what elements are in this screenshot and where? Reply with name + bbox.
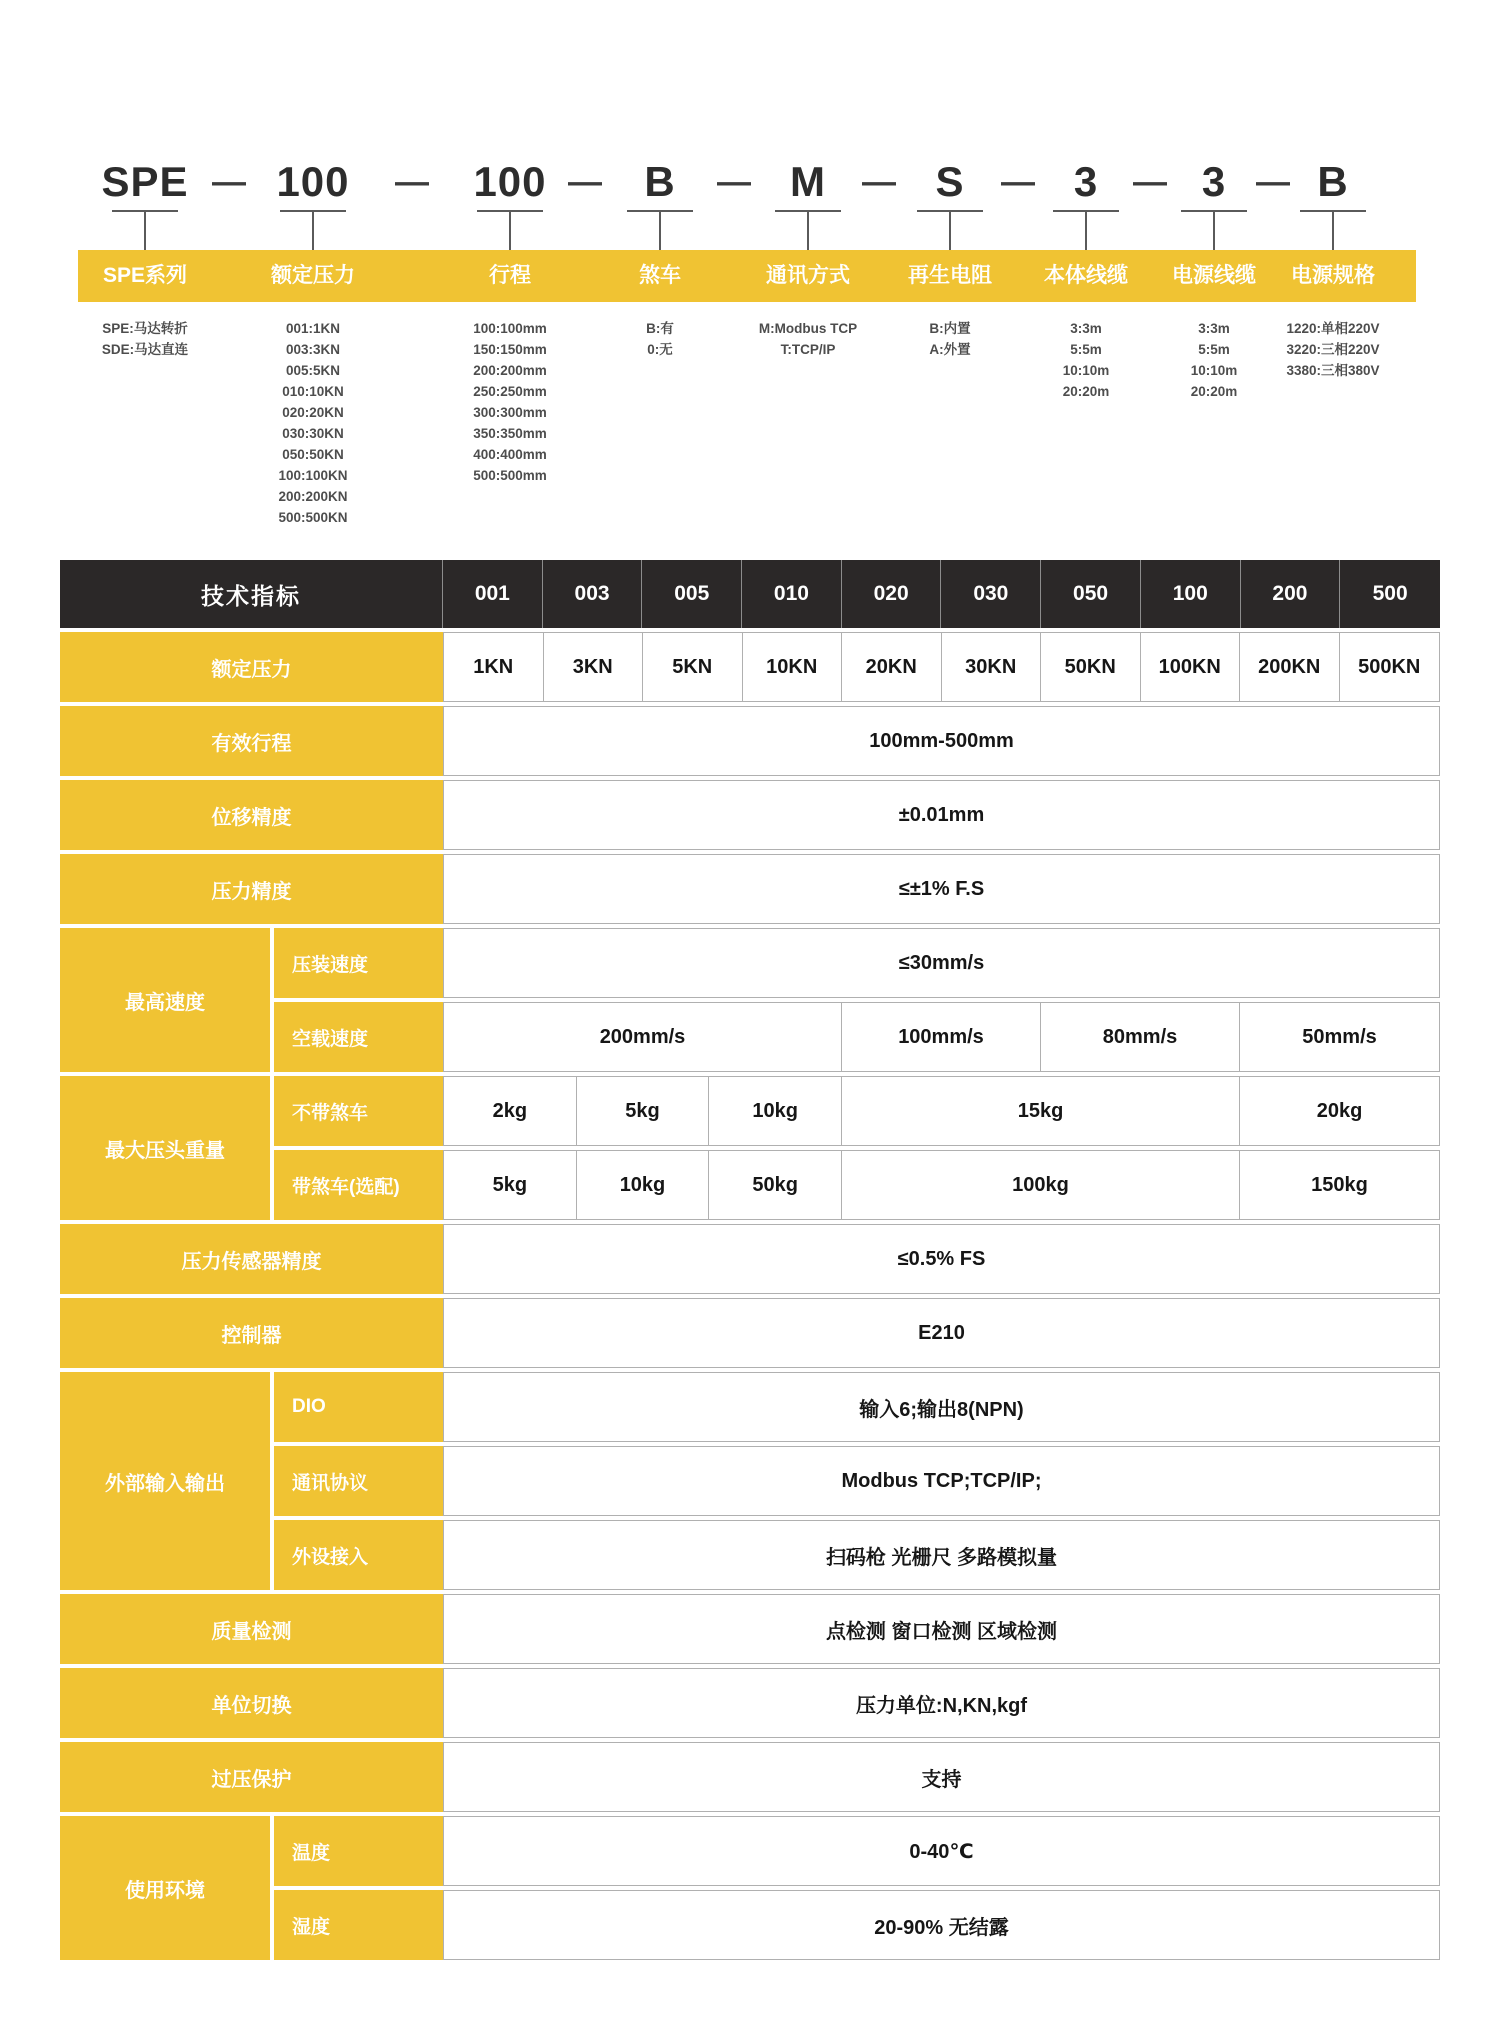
table-group-environment <box>60 1816 1440 1960</box>
model-separator: — <box>862 163 896 201</box>
category-label-rated-force: 额定压力 <box>271 264 355 287</box>
table-row-dio <box>274 1372 1440 1442</box>
data-cell: 100mm-500mm <box>869 729 1014 752</box>
data-cell: 输入6;输出8(NPN) <box>859 1398 1024 1421</box>
row-data <box>443 1816 1440 1886</box>
column-header: 050 <box>1041 560 1141 628</box>
connector-line <box>949 212 951 250</box>
table-row-without-brake <box>274 1076 1440 1146</box>
table-row-controller <box>60 1298 1440 1368</box>
model-separator: — <box>1001 163 1035 201</box>
option-item: 250:250mm <box>473 384 547 399</box>
row-label: 有效行程 <box>60 706 443 776</box>
option-item: 10:10m <box>1190 363 1238 378</box>
model-code-stroke: 100 <box>473 158 547 205</box>
data-cell: ≤0.5% FS <box>897 1247 986 1270</box>
data-cell: 5kg <box>577 1077 710 1145</box>
column-header: 030 <box>941 560 1041 628</box>
sub-row-label: 湿度 <box>274 1890 443 1960</box>
data-cell: 10KN <box>743 633 843 701</box>
group-label: 外部输入输出 <box>60 1372 270 1590</box>
sub-row-label: 温度 <box>274 1816 443 1886</box>
category-label-power-spec: 电源规格 <box>1291 264 1375 287</box>
table-row-force-accuracy <box>60 854 1440 924</box>
row-label: 单位切换 <box>60 1668 443 1738</box>
row-data <box>443 632 1440 702</box>
data-cell: 5KN <box>643 633 743 701</box>
table-header-title: 技术指标 <box>60 560 443 628</box>
row-data <box>443 1150 1440 1220</box>
option-item: 3:3m <box>1198 321 1230 336</box>
option-item: 1220:单相220V <box>1286 321 1380 336</box>
data-cell: 50mm/s <box>1302 1025 1377 1048</box>
column-header: 020 <box>842 560 942 628</box>
group-rows <box>274 1372 1440 1590</box>
row-data <box>443 928 1440 998</box>
sub-row-label: 不带煞车 <box>274 1076 443 1146</box>
option-item: 5:5m <box>1070 342 1102 357</box>
option-item: 10:10m <box>1062 363 1110 378</box>
model-code-body-cable: 3 <box>1073 158 1099 205</box>
table-row-quality-check <box>60 1594 1440 1664</box>
option-item: 20:20m <box>1062 384 1110 399</box>
model-code-power-cable: 3 <box>1201 158 1227 205</box>
option-item: 0:无 <box>647 342 673 357</box>
data-cell: 支持 <box>921 1768 962 1791</box>
data-cell: 点检测 窗口检测 区域检测 <box>825 1620 1058 1643</box>
table-row-unit-switch <box>60 1668 1440 1738</box>
sub-row-label: 通讯协议 <box>274 1446 443 1516</box>
row-data <box>443 1520 1440 1590</box>
option-item: 5:5m <box>1198 342 1230 357</box>
option-item: 100:100mm <box>473 321 547 336</box>
category-label-brake: 煞车 <box>639 264 681 287</box>
sub-row-label: DIO <box>274 1372 443 1442</box>
model-separator: — <box>212 163 246 201</box>
data-cell: ≤±1% F.S <box>898 877 985 900</box>
table-row-protocol <box>274 1446 1440 1516</box>
data-cell: 500KN <box>1358 655 1421 678</box>
sub-row-label: 空载速度 <box>274 1002 443 1072</box>
row-data <box>443 1076 1440 1146</box>
data-cell: 3KN <box>544 633 644 701</box>
option-item: B:内置 <box>929 321 971 336</box>
row-label: 压力传感器精度 <box>60 1224 443 1294</box>
category-label-series: SPE系列 <box>102 264 188 287</box>
row-label: 压力精度 <box>60 854 443 924</box>
connector-line <box>312 212 314 250</box>
option-item: 200:200mm <box>473 363 547 378</box>
data-cell: 50KN <box>1041 633 1141 701</box>
table-row-temperature <box>274 1816 1440 1886</box>
model-code-resistor: S <box>935 158 965 205</box>
data-cell: 100kg <box>842 1151 1240 1219</box>
category-label-comm: 通讯方式 <box>766 264 850 287</box>
category-label-stroke: 行程 <box>489 264 531 287</box>
data-cell: 200mm/s <box>444 1003 842 1071</box>
row-label: 额定压力 <box>60 632 443 702</box>
column-header: 001 <box>443 560 543 628</box>
option-item: 300:300mm <box>473 405 547 420</box>
sub-row-label: 压装速度 <box>274 928 443 998</box>
option-item: 3:3m <box>1070 321 1102 336</box>
data-cell: 50kg <box>709 1151 842 1219</box>
table-row-overpressure <box>60 1742 1440 1812</box>
connector-line <box>1213 212 1215 250</box>
table-row-sensor-accuracy <box>60 1224 1440 1294</box>
data-cell: 1KN <box>444 633 544 701</box>
model-separator: — <box>568 163 602 201</box>
table-header-row <box>60 560 1440 628</box>
data-cell: 100KN <box>1141 633 1241 701</box>
options-rated-force <box>228 318 398 528</box>
option-item: 3220:三相220V <box>1286 342 1380 357</box>
column-header: 100 <box>1141 560 1241 628</box>
data-cell: 100mm/s <box>842 1003 1041 1071</box>
table-row-position-accuracy <box>60 780 1440 850</box>
option-item: 500:500mm <box>473 468 547 483</box>
table-row-rated-force <box>60 632 1440 702</box>
table-row-press-speed <box>274 928 1440 998</box>
data-cell: ≤30mm/s <box>898 951 985 974</box>
row-data <box>443 780 1440 850</box>
model-separator: — <box>1256 163 1290 201</box>
data-cell: Modbus TCP;TCP/IP; <box>841 1469 1042 1492</box>
model-code-brake: B <box>644 158 676 205</box>
option-item: 020:20KN <box>282 405 344 420</box>
group-rows <box>274 1816 1440 1960</box>
table-group-external-io <box>60 1372 1440 1590</box>
connector-line <box>807 212 809 250</box>
row-data <box>443 1002 1440 1072</box>
data-cell: 15kg <box>842 1077 1240 1145</box>
option-item: 030:30KN <box>282 426 344 441</box>
table-row-with-brake <box>274 1150 1440 1220</box>
sub-row-label: 带煞车(选配) <box>274 1150 443 1220</box>
table-header-columns <box>443 560 1440 628</box>
column-header: 500 <box>1372 582 1408 605</box>
connector-line <box>509 212 511 250</box>
column-header: 003 <box>543 560 643 628</box>
row-data <box>443 1668 1440 1738</box>
row-label: 过压保护 <box>60 1742 443 1812</box>
option-item: 050:50KN <box>282 447 344 462</box>
data-cell: 2kg <box>444 1077 577 1145</box>
connector-line <box>144 212 146 250</box>
data-cell: 20KN <box>842 633 942 701</box>
option-item: 3380:三相380V <box>1286 363 1380 378</box>
row-label: 位移精度 <box>60 780 443 850</box>
table-group-max-speed <box>60 928 1440 1072</box>
data-cell: 压力单位:N,KN,kgf <box>855 1694 1028 1717</box>
model-separator: — <box>395 163 429 201</box>
option-item: 100:100KN <box>278 468 348 483</box>
row-data <box>443 854 1440 924</box>
model-code-rated-force: 100 <box>276 158 350 205</box>
data-cell: 20-90% 无结露 <box>874 1916 1009 1939</box>
row-data <box>443 1594 1440 1664</box>
connector-line <box>659 212 661 250</box>
options-series <box>60 318 230 360</box>
column-header: 010 <box>742 560 842 628</box>
option-item: 400:400mm <box>473 447 547 462</box>
data-cell: 20kg <box>1316 1099 1363 1122</box>
model-code-diagram <box>0 0 1500 560</box>
options-power-spec <box>1248 318 1418 381</box>
group-rows <box>274 1076 1440 1220</box>
row-data <box>443 706 1440 776</box>
data-cell: 150kg <box>1311 1173 1368 1196</box>
data-cell: 扫码枪 光栅尺 多路模拟量 <box>825 1546 1058 1569</box>
column-header: 200 <box>1241 560 1341 628</box>
table-row-stroke <box>60 706 1440 776</box>
table-row-peripherals <box>274 1520 1440 1590</box>
group-label: 最大压头重量 <box>60 1076 270 1220</box>
option-item: SDE:马达直连 <box>101 342 189 357</box>
table-group-max-head-weight <box>60 1076 1440 1220</box>
category-label-resistor: 再生电阻 <box>908 264 992 287</box>
option-item: 150:150mm <box>473 342 547 357</box>
group-rows <box>274 928 1440 1072</box>
spec-table <box>60 560 1440 1960</box>
option-item: 005:5KN <box>285 363 341 378</box>
option-item: M:Modbus TCP <box>758 321 858 336</box>
table-row-humidity <box>274 1890 1440 1960</box>
option-item: 500:500KN <box>278 510 348 525</box>
row-data <box>443 1446 1440 1516</box>
category-label-body-cable: 本体线缆 <box>1044 264 1128 287</box>
data-cell: 10kg <box>709 1077 842 1145</box>
model-code-comm: M <box>790 158 826 205</box>
data-cell: ±0.01mm <box>898 803 985 826</box>
option-item: 200:200KN <box>278 489 348 504</box>
data-cell: 5kg <box>444 1151 577 1219</box>
row-label: 控制器 <box>60 1298 443 1368</box>
category-label-power-cable: 电源线缆 <box>1172 264 1256 287</box>
data-cell: 30KN <box>942 633 1042 701</box>
row-data <box>443 1742 1440 1812</box>
row-data <box>443 1224 1440 1294</box>
row-data <box>443 1372 1440 1442</box>
data-cell: E210 <box>918 1321 965 1344</box>
option-item: T:TCP/IP <box>780 342 836 357</box>
group-label: 最高速度 <box>60 928 270 1072</box>
option-item: 20:20m <box>1190 384 1238 399</box>
option-item: 350:350mm <box>473 426 547 441</box>
option-item: 010:10KN <box>282 384 344 399</box>
connector-line <box>1332 212 1334 250</box>
option-item: 003:3KN <box>285 342 341 357</box>
model-separator: — <box>1133 163 1167 201</box>
option-item: B:有 <box>646 321 674 336</box>
data-cell: 10kg <box>577 1151 710 1219</box>
model-code-series: SPE <box>101 158 189 205</box>
row-label: 质量检测 <box>60 1594 443 1664</box>
row-data <box>443 1890 1440 1960</box>
data-cell: 200KN <box>1240 633 1340 701</box>
data-cell: 0-40℃ <box>909 1840 974 1863</box>
model-code-power-spec: B <box>1317 158 1349 205</box>
option-item: SPE:马达转折 <box>102 321 188 336</box>
group-label: 使用环境 <box>60 1816 270 1960</box>
connector-line <box>1085 212 1087 250</box>
option-item: 001:1KN <box>285 321 341 336</box>
option-item: A:外置 <box>929 342 971 357</box>
column-header: 005 <box>642 560 742 628</box>
data-cell: 80mm/s <box>1041 1003 1240 1071</box>
options-brake <box>575 318 745 360</box>
sub-row-label: 外设接入 <box>274 1520 443 1590</box>
row-data <box>443 1298 1440 1368</box>
model-separator: — <box>717 163 751 201</box>
options-stroke <box>425 318 595 486</box>
table-row-no-load-speed <box>274 1002 1440 1072</box>
